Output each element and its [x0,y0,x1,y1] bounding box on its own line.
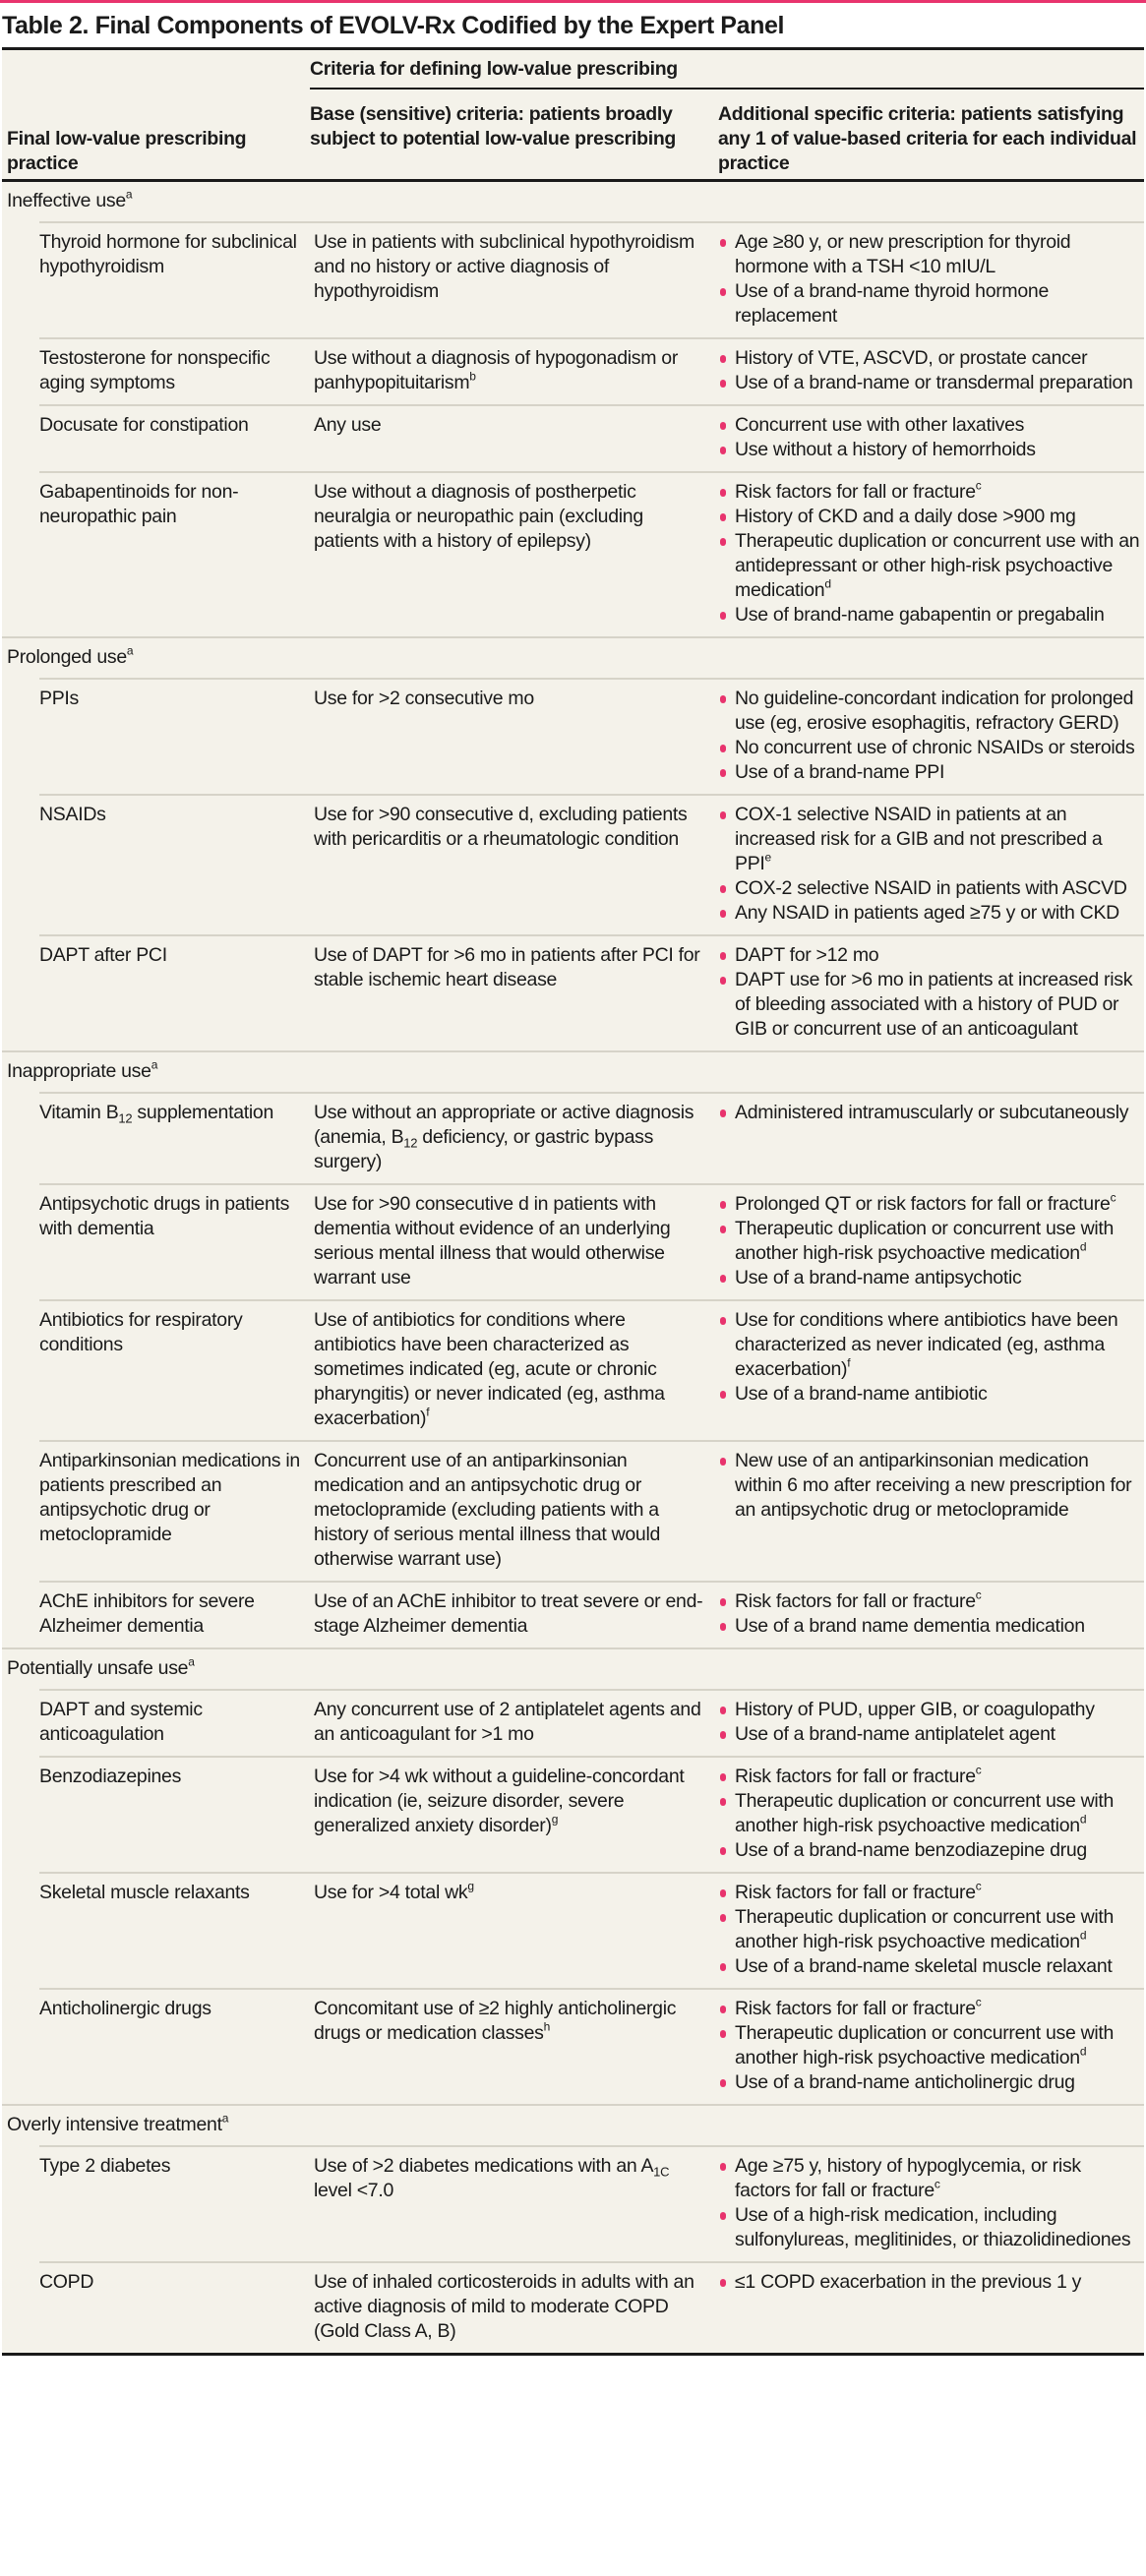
criteria-bullet-item: Use of a brand-name or transdermal preparation [719,371,1140,395]
table-row [39,404,1144,471]
table-row [39,794,1144,934]
base-criteria-cell: Use of an AChE inhibitor to treat severe or end-stage Alzheimer dementia [314,1590,703,1637]
base-criteria-cell: Use of antibiotics for conditions where antibiotics have been characterized as sometimes indicated (eg, acute or chronic pharyngitis) or never indicated (eg, asthma exacerbation)$^f$ [314,1309,665,1429]
section-label: Potentially unsafe use [7,1657,189,1679]
practice-cell: Benzodiazepines [39,1766,182,1787]
specific-criteria-cell [719,1765,1144,1863]
practice-cell: AChE inhibitors for severe Alzheimer dementia [39,1590,255,1637]
table-title: Table 2. Final Components of EVOLV-Rx Codified by the Expert Panel [2,12,785,39]
specific-criteria-cell [719,1449,1144,1572]
footnote-marker: d [824,576,831,591]
practice-cell: Type 2 diabetes [39,2155,171,2177]
table-row [39,678,1144,794]
section-label: Overly intensive treatment [7,2114,222,2135]
criteria-bullet-item: Risk factors for fall or fracture$^c$ [719,1765,1140,1789]
criteria-bullet-item: Use of a brand-name antibiotic [719,1382,1140,1407]
criteria-list [719,2154,1140,2252]
criteria-list [719,1765,1140,1863]
criteria-bullet-item: Use of brand-name gabapentin or pregabalin [719,603,1140,628]
specific-criteria-cell [719,1192,1144,1290]
criteria-bullet-item: Therapeutic duplication or concurrent use with an antidepressant or other high-risk psychoactive medication$^d$ [719,529,1140,603]
practice-cell: Gabapentinoids for non-neuropathic pain [39,481,239,527]
footnote-marker: d [1079,1239,1087,1254]
practice-cell: Testosterone for nonspecific aging symptoms [39,347,271,393]
footnote-marker: c [934,2177,940,2191]
practice-cell: DAPT and systemic anticoagulation [39,1699,203,1745]
section-header [2,182,1144,221]
footnote-marker: d [1079,1812,1087,1827]
practice-cell: PPIs [39,688,79,709]
criteria-bullet-item: Therapeutic duplication or concurrent use with another high-risk psychoactive medication$^d$ [719,2021,1140,2070]
subscript: 12 [118,1110,133,1126]
spanning-header-rule [310,88,1144,90]
criteria-list [719,1881,1140,1979]
criteria-bullet-item: Use of a brand-name antipsychotic [719,1266,1140,1290]
footnote-marker: a [151,1057,158,1072]
table-body [2,182,1144,2353]
footnote-marker: g [551,1812,559,1827]
criteria-bullet-item: History of VTE, ASCVD, or prostate cancer [719,346,1140,371]
footnote-marker: a [221,2111,229,2126]
table-row [39,1183,1144,1299]
base-criteria-cell: Any use [314,414,382,436]
footnote-marker: c [975,1995,982,2009]
table-header [2,50,1144,182]
specific-criteria-cell [719,230,1144,329]
footnote-marker: f [426,1405,430,1419]
criteria-list [719,803,1140,926]
criteria-bullet-item: ≤1 COPD exacerbation in the previous 1 y [719,2270,1140,2295]
table-row [39,2145,1144,2261]
base-criteria-cell: Use of inhaled corticosteroids in adults with an active diagnosis of mild to moderate COPD (Gold Class A, B) [314,2271,694,2342]
criteria-table [2,47,1144,2356]
base-criteria-cell: Use for >90 consecutive d in patients with dementia without evidence of an underlying serious mental illness that would otherwise warrant use [314,1193,671,1288]
specific-criteria-cell [719,1698,1144,1747]
criteria-list [719,1308,1140,1407]
column-header-base-criteria: Base (sensitive) criteria: patients broadly subject to potential low-value prescribing [310,103,677,150]
table-row [39,1299,1144,1440]
criteria-bullet-item: Therapeutic duplication or concurrent use with another high-risk psychoactive medication$^d$ [719,1905,1140,1954]
footnote-marker: b [469,369,476,384]
footnote-marker: h [543,2019,550,2034]
criteria-bullet-item: Risk factors for fall or fracture$^c$ [719,480,1140,505]
specific-criteria-cell [719,943,1144,1042]
criteria-list [719,413,1140,462]
section-label: Prolonged use [7,646,127,668]
criteria-bullet-item: No guideline-concordant indication for prolonged use (eg, erosive esophagitis, refractory GERD) [719,687,1140,736]
criteria-bullet-item: Use of a brand-name skeletal muscle relaxant [719,1954,1140,1979]
practice-cell: Antiparkinsonian medications in patients prescribed an antipsychotic drug or metoclopramide [39,1450,300,1545]
footnote-marker: c [975,1763,982,1777]
table-row [39,1092,1144,1183]
footnote-marker: a [126,643,134,658]
criteria-list [719,1101,1140,1125]
criteria-list [719,480,1140,628]
footnote-marker: d [1079,1928,1087,1943]
criteria-bullet-item: Use for conditions where antibiotics have been characterized as never indicated (eg, asthma exacerbation)$^f$ [719,1308,1140,1382]
criteria-list [719,687,1140,785]
criteria-list [719,1449,1140,1523]
base-criteria-cell: Use for >2 consecutive mo [314,688,534,709]
table-row [39,337,1144,404]
criteria-bullet-item: Therapeutic duplication or concurrent use with another high-risk psychoactive medication$^d$ [719,1217,1140,1266]
section-header [2,1647,1144,1689]
base-criteria-cell: Use for >4 total $wk^g$ [314,1879,474,1903]
specific-criteria-cell [719,1881,1144,1979]
criteria-bullet-item: History of PUD, upper GIB, or coagulopathy [719,1698,1140,1722]
specific-criteria-cell [719,803,1144,926]
subscript: 12 [403,1135,418,1151]
base-criteria-cell: Use without a diagnosis of hypogonadism or panhypopituitarism$^b$ [314,347,679,393]
criteria-list [719,1589,1140,1639]
specific-criteria-cell [719,413,1144,462]
base-criteria-cell: Use without an appropriate or active diagnosis (anemia, $B_{12}$ deficiency, or gastric bypass surgery) [314,1102,694,1172]
criteria-bullet-item: DAPT use for >6 mo in patients at increased risk of bleeding associated with a history of PUD or GIB or concurrent use of an anticoagulant [719,968,1140,1042]
specific-criteria-cell [719,1589,1144,1639]
criteria-bullet-item: Use of a brand-name benzodiazepine drug [719,1838,1140,1863]
criteria-bullet-item: Risk factors for fall or fracture$^c$ [719,1881,1140,1905]
subscript: 1C [653,2164,670,2180]
specific-criteria-cell [719,2270,1144,2344]
practice-cell: COPD [39,2271,94,2293]
criteria-bullet-item: New use of an antiparkinsonian medication within 6 mo after receiving a new prescription for an antipsychotic drug or metoclopramide [719,1449,1140,1523]
specific-criteria-cell [719,1101,1144,1174]
base-criteria-cell: Use without a diagnosis of postherpetic neuralgia or neuropathic pain (excluding patients with a history of epilepsy) [314,481,643,552]
criteria-bullet-item: DAPT for >12 mo [719,943,1140,968]
table-row [39,1440,1144,1581]
section-header [2,1050,1144,1092]
criteria-list [719,1698,1140,1747]
practice-cell: NSAIDs [39,804,106,825]
base-criteria-cell: Concomitant use of ≥2 highly anticholinergic drugs or medication classes$^h$ [314,1998,677,2044]
table-row [39,2261,1144,2353]
criteria-bullet-item: Use of a brand-name anticholinergic drug [719,2070,1140,2095]
footnote-marker: c [975,1588,982,1602]
specific-criteria-cell [719,2154,1144,2252]
criteria-bullet-item: Use without a history of hemorrhoids [719,438,1140,462]
criteria-list [719,943,1140,1042]
criteria-bullet-item: Risk factors for fall or fracture$^c$ [719,1997,1140,2021]
column-header-specific-criteria: Additional specific criteria: patients satisfying any 1 of value-based criteria for each individual practice [718,103,1137,174]
table-row [39,934,1144,1050]
specific-criteria-cell [719,346,1144,395]
table-row [39,1689,1144,1756]
criteria-bullet-item: No concurrent use of chronic NSAIDs or steroids [719,736,1140,760]
footnote-marker: a [125,187,133,202]
criteria-bullet-item: COX-2 selective NSAID in patients with ASCVD [719,876,1140,901]
table-row [39,221,1144,337]
base-criteria-cell: Use of >2 diabetes medications with an $A_{1C}$ level <7.0 [314,2155,670,2201]
criteria-bullet-item: Use of a brand-name antiplatelet agent [719,1722,1140,1747]
practice-cell: Thyroid hormone for subclinical hypothyroidism [39,231,297,277]
criteria-bullet-item: Any NSAID in patients aged ≥75 y or with CKD [719,901,1140,926]
table-row [39,1872,1144,1988]
section-label: Inappropriate use [7,1060,151,1082]
section-header [2,2104,1144,2145]
practice-cell: Antipsychotic drugs in patients with dementia [39,1193,290,1239]
criteria-bullet-item: History of CKD and a daily dose >900 mg [719,505,1140,529]
spanning-header: Criteria for defining low-value prescribing [310,58,678,80]
base-criteria-cell: Use of DAPT for >6 mo in patients after PCI for stable ischemic heart disease [314,944,700,990]
criteria-bullet-item: Age ≥75 y, history of hypoglycemia, or risk factors for fall or fracture$^c$ [719,2154,1140,2203]
base-criteria-cell: Use in patients with subclinical hypothyroidism and no history or active diagnosis of hypothyroidism [314,231,694,302]
base-criteria-cell: Concurrent use of an antiparkinsonian medication and an antipsychotic drug or metoclopramide (excluding patients with a history of serious mental illness that would otherwise warrant use) [314,1450,661,1570]
footnote-marker: c [1110,1190,1116,1205]
specific-criteria-cell [719,687,1144,785]
specific-criteria-cell [719,480,1144,628]
criteria-bullet-item: Use of a brand-name PPI [719,760,1140,785]
table-row [39,1756,1144,1872]
criteria-bullet-item: Concurrent use with other laxatives [719,413,1140,438]
practice-cell: Anticholinergic drugs [39,1998,211,2019]
table-row [39,471,1144,636]
table-row [39,1988,1144,2104]
practice-cell: Docusate for constipation [39,414,249,436]
criteria-list [719,2270,1140,2295]
footnote-marker: c [975,1879,982,1893]
criteria-bullet-item: Use of a high-risk medication, including sulfonylureas, meglitinides, or thiazolidinediones [719,2203,1140,2252]
practice-cell: Antibiotics for respiratory conditions [39,1309,243,1355]
criteria-list [719,1997,1140,2095]
specific-criteria-cell [719,1997,1144,2095]
criteria-list [719,346,1140,395]
criteria-bullet-item: Prolonged QT or risk factors for fall or fracture$^c$ [719,1192,1140,1217]
criteria-bullet-item: Use of a brand name dementia medication [719,1614,1140,1639]
criteria-list [719,1192,1140,1290]
section-label: Ineffective use [7,190,126,211]
criteria-list [719,230,1140,329]
criteria-bullet-item: Administered intramuscularly or subcutaneously [719,1101,1140,1125]
criteria-bullet-item: COX-1 selective NSAID in patients at an increased risk for a GIB and not prescribed a PPI$^e$ [719,803,1140,876]
footnote-marker: f [847,1355,851,1370]
criteria-bullet-item: Therapeutic duplication or concurrent use with another high-risk psychoactive medication$^d$ [719,1789,1140,1838]
footnote-marker: c [975,478,982,493]
specific-criteria-cell [719,1308,1144,1431]
base-criteria-cell: Any concurrent use of 2 antiplatelet agents and an anticoagulant for >1 mo [314,1699,701,1745]
footnote-marker: a [188,1654,195,1669]
criteria-bullet-item: Risk factors for fall or fracture$^c$ [719,1589,1140,1614]
criteria-bullet-item: Use of a brand-name thyroid hormone replacement [719,279,1140,329]
table-row [39,1581,1144,1647]
practice-cell: DAPT after PCI [39,944,167,966]
practice-cell: Skeletal muscle relaxants [39,1882,250,1903]
criteria-bullet-item: Age ≥80 y, or new prescription for thyroid hormone with a TSH <10 mIU/L [719,230,1140,279]
footnote-marker: g [467,1879,474,1893]
base-criteria-cell: Use for >90 consecutive d, excluding patients with pericarditis or a rheumatologic condition [314,804,688,850]
base-criteria-cell: Use for >4 wk without a guideline-concordant indication (ie, seizure disorder, severe generalized anxiety disorder)$^g$ [314,1766,685,1836]
column-header-practice: Final low-value prescribing practice [7,128,247,174]
practice-cell: Vitamin $B_{12}$ supplementation [39,1102,273,1126]
footnote-marker: e [764,850,771,865]
section-header [2,636,1144,678]
footnote-marker: d [1079,2044,1087,2059]
